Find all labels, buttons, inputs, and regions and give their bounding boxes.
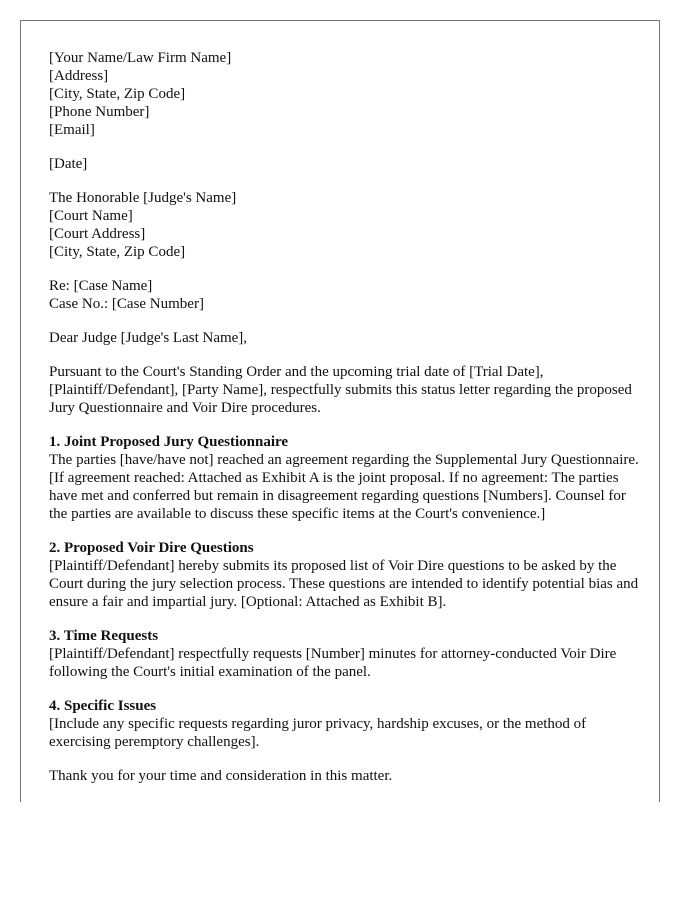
closing-block: [49, 767, 639, 785]
recipient-court-name: [Court Name]: [49, 208, 133, 224]
recipient-block: [49, 189, 639, 261]
salutation-block: [49, 329, 639, 347]
section-4-body: [Include any specific requests regarding juror privacy, hardship excuses, or the method of exercising peremptory challenges].: [49, 716, 587, 750]
section-4-heading: 4. Specific Issues: [49, 698, 157, 714]
letter-date: [Date]: [49, 156, 88, 172]
sender-city-state-zip: [City, State, Zip Code]: [49, 86, 186, 102]
reference-block: [49, 277, 639, 313]
sender-name: [Your Name/Law Firm Name]: [49, 50, 232, 66]
section-1-body: The parties [have/have not] reached an agreement regarding the Supplemental Jury Questionnaire. [If agreement reached: Attached as Exhibit A is the joint proposal. If no agreement: The parties have met and conferred but remain in disagreement regarding questions [Numbers]. Counsel for the parties are available to discuss these specific items at the Court's convenience.]: [49, 452, 639, 522]
section-2: [49, 539, 639, 611]
section-1-heading: 1. Joint Proposed Jury Questionnaire: [49, 434, 289, 450]
reference-case-number: Case No.: [Case Number]: [49, 296, 204, 312]
salutation: Dear Judge [Judge's Last Name],: [49, 330, 248, 346]
letter-page: [20, 20, 660, 802]
section-1: [49, 433, 639, 523]
letter-content: [49, 49, 639, 785]
sender-email: [Email]: [49, 122, 95, 138]
intro-paragraph-block: [49, 363, 639, 417]
section-4: [49, 697, 639, 751]
section-3-body: [Plaintiff/Defendant] respectfully requests [Number] minutes for attorney-conducted Voir Dire following the Court's initial examination of the panel.: [49, 646, 617, 680]
recipient-city-state-zip: [City, State, Zip Code]: [49, 244, 186, 260]
intro-paragraph: Pursuant to the Court's Standing Order and the upcoming trial date of [Trial Date], [Plaintiff/Defendant], [Party Name], respectfully submits this status letter regarding the proposed Jury Questionnaire and Voir Dire procedures.: [49, 364, 632, 416]
date-block: [49, 155, 639, 173]
recipient-court-address: [Court Address]: [49, 226, 146, 242]
sender-block: [49, 49, 639, 139]
sender-phone: [Phone Number]: [49, 104, 150, 120]
reference-re: Re: [Case Name]: [49, 278, 153, 294]
sender-address: [Address]: [49, 68, 109, 84]
section-3-heading: 3. Time Requests: [49, 628, 159, 644]
recipient-judge: The Honorable [Judge's Name]: [49, 190, 237, 206]
section-3: [49, 627, 639, 681]
closing-line: Thank you for your time and consideration in this matter.: [49, 768, 393, 784]
section-2-heading: 2. Proposed Voir Dire Questions: [49, 540, 254, 556]
section-2-body: [Plaintiff/Defendant] hereby submits its proposed list of Voir Dire questions to be asked by the Court during the jury selection process. These questions are intended to identify potential bias and ensure a fair and impartial jury. [Optional: Attached as Exhibit B].: [49, 558, 639, 610]
